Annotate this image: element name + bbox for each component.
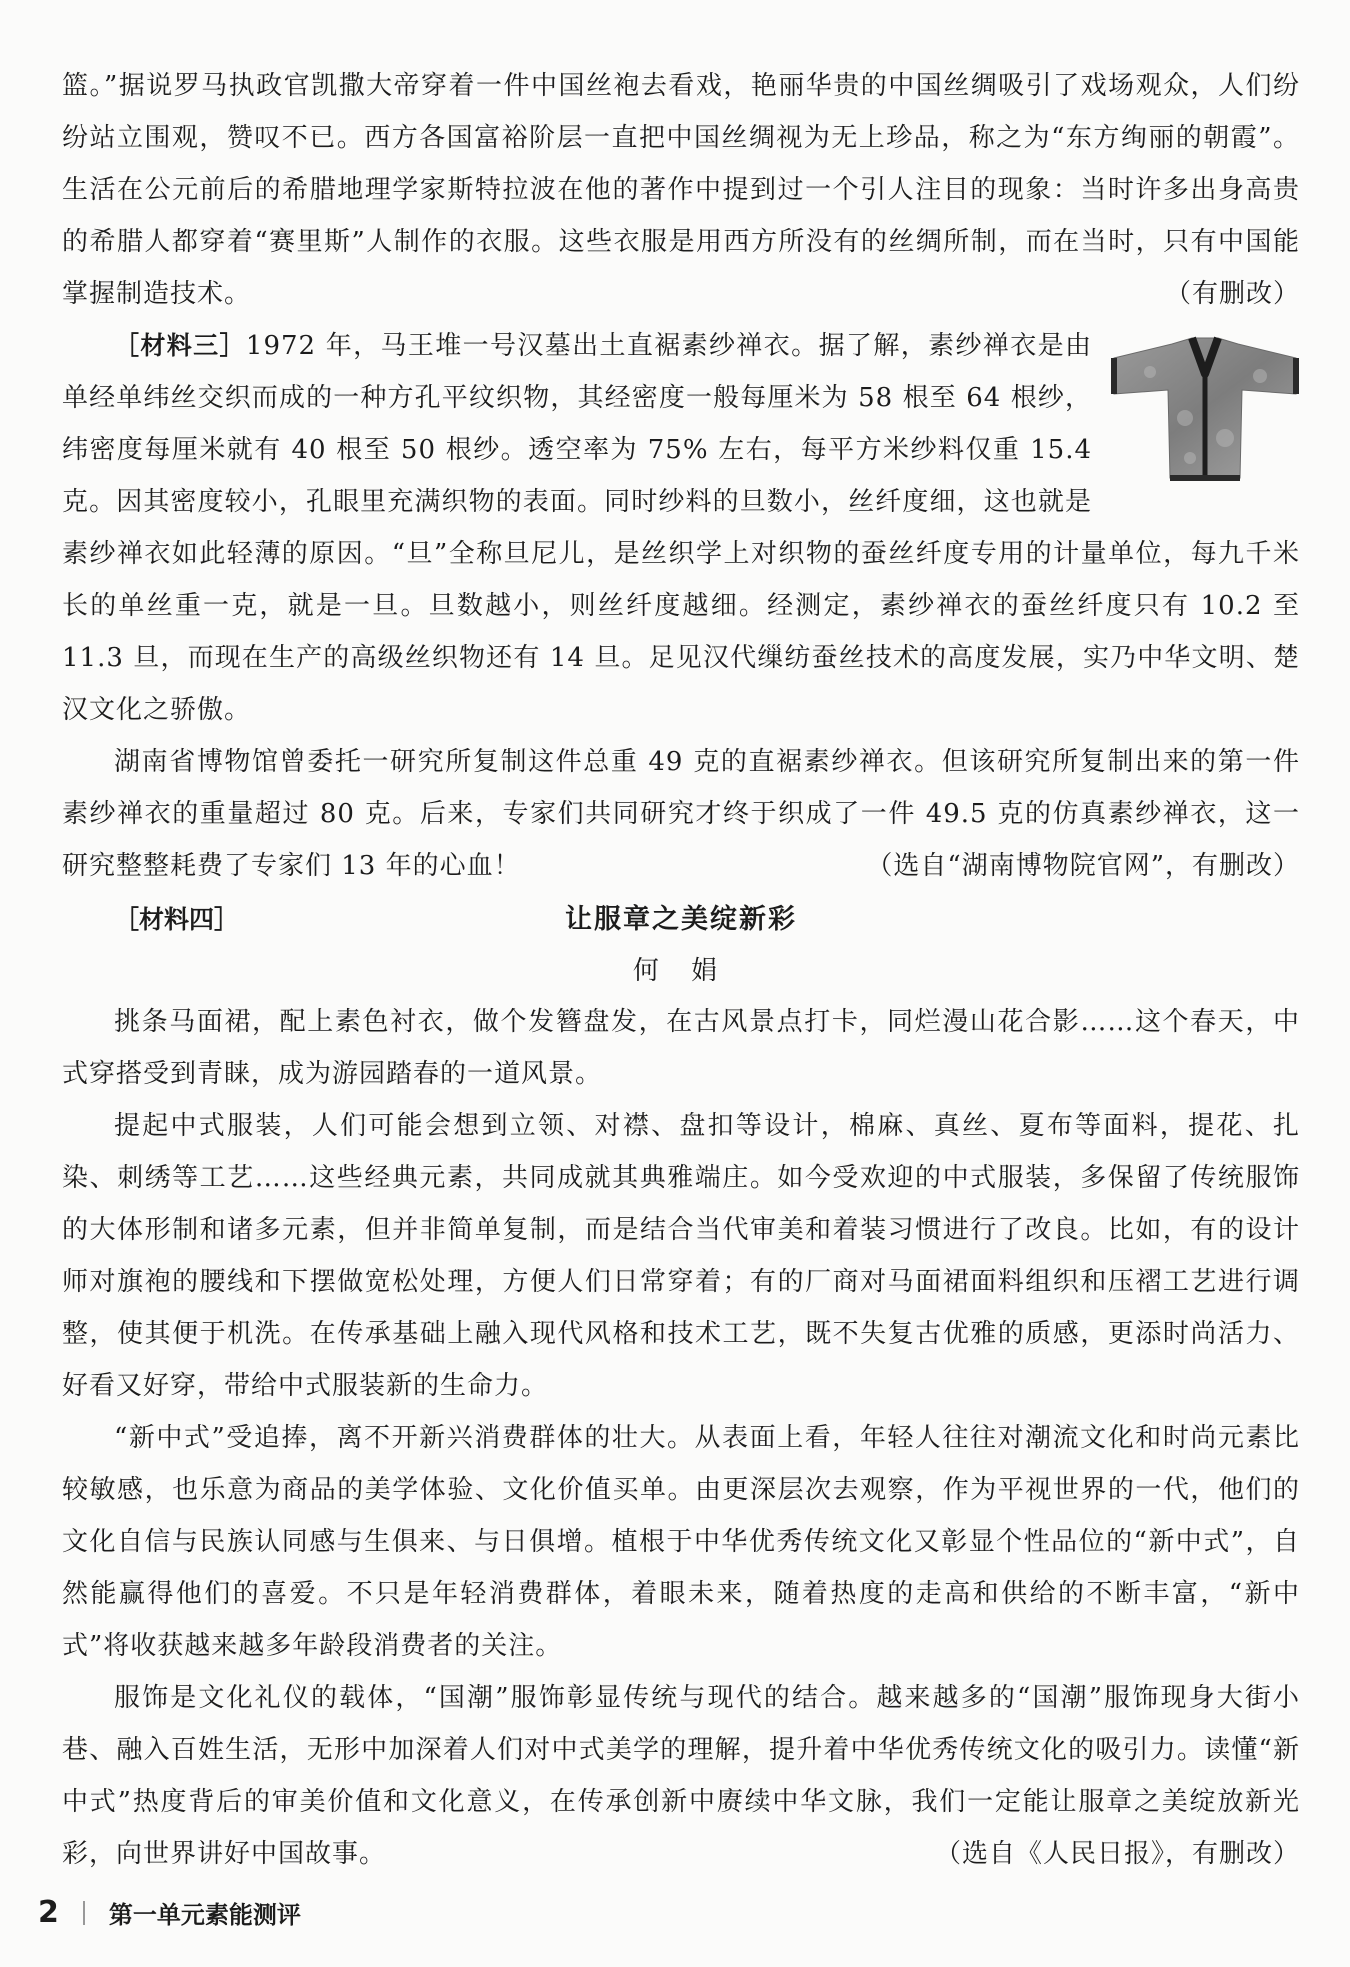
paragraph-material-4-4: 服饰是文化礼仪的载体，“国潮”服饰彰显传统与现代的结合。越来越多的“国潮”服饰现身大街小巷、融入百姓生活，无形中加深着人们对中式美学的理解，提升着中华优秀传统文化的吸引力。读懂“新中式”热度背后的审美价值和文化意义，在传承创新中赓续中华文脉，我们一定能让服章之美绽放新光彩，向世界讲好中国故事。 — [62, 1683, 1300, 1869]
article-title: 让服章之美绽新彩 — [565, 904, 797, 935]
paragraph-material-4-2: 提起中式服装，人们可能会想到立领、对襟、盘扣等设计，棉麻、真丝、夏布等面料，提花、扎染、刺绣等工艺……这些经典元素，共同成就其典雅端庄。如今受欢迎的中式服装，多保留了传统服饰的大体形制和诸多元素，但并非简单复制，而是结合当代审美和着装习惯进行了改良。比如，有的设计师对旗袍的腰线和下摆做宽松处理，方便人们日常穿着；有的厂商对马面裙面料组织和压褶工艺进行调整，使其便于机洗。在传承基础上融入现代风格和技术工艺，既不失复古优雅的质感，更添时尚活力、好看又好穿，带给中式服装新的生命力。 — [62, 1111, 1300, 1401]
source-note: （有删改） — [1164, 279, 1300, 309]
section-title: 第一单元素能测评 — [108, 1901, 301, 1929]
paragraph-text: 篮。”据说罗马执政官凯撒大帝穿着一件中国丝袍去看戏，艳丽华贵的中国丝绸吸引了戏场观众，人们纷纷站立围观，赞叹不已。西方各国富裕阶层一直把中国丝绸视为无上珍品，称之为“东方绚丽的朝霞”。生活在公元前后的希腊地理学家斯特拉波在他的著作中提到过一个引人注目的现象：当时许多出身高贵的希腊人都穿着“赛里斯”人制作的衣服。这些衣服是用西方所没有的丝绸所制，而在当时，只有中国能掌握制造技术。 — [62, 71, 1300, 309]
material-4 — [62, 894, 1300, 1880]
robe-photo — [1110, 328, 1300, 486]
page-number: 2 — [38, 1895, 59, 1930]
paragraph-text: 1972 年，马王堆一号汉墓出土直裾素纱禅衣。据了解，素纱禅衣是由单经单纬丝交织而成的一种方孔平纹织物，其经密度一般每厘米为 58 根至 64 根纱，纬密度每厘米就有 40 根至 50 根纱。透空率为 75% 左右，每平方米纱料仅重 15.4 克。因其密度较小，孔眼里充满织物的表面。同时纱料的旦数小，丝纤度细，这也就是素纱禅衣如此轻薄的原因。“旦”全称旦尼儿，是丝织学上对织物的蚕丝纤度专用的计量单位，每九千米长的单丝重一克，就是一旦。旦数越小，则丝纤度越细。经测定，素纱禅衣的蚕丝纤度只有 10.2 至 11.3 旦，而现在生产的高级丝织物还有 14 旦。足见汉代缫纺蚕丝技术的高度发展，实乃中华文明、楚汉文化之骄傲。 — [62, 331, 1300, 725]
paragraph-material-4-1: 挑条马面裙，配上素色衬衣，做个发簪盘发，在古风景点打卡，同烂漫山花合影……这个春天，中式穿搭受到青睐，成为游园踏春的一道风景。 — [62, 1007, 1300, 1089]
page-footer — [38, 1895, 301, 1930]
material-3-label: ［材料三］ — [114, 331, 246, 360]
material-4-label: ［材料四］ — [114, 905, 240, 934]
material-3 — [62, 320, 1300, 892]
material-4-heading — [62, 894, 1300, 946]
paragraph-text: 湖南省博物馆曾委托一研究所复制这件总重 49 克的直裾素纱禅衣。但该研究所复制出来的第一件素纱禅衣的重量超过 80 克。后来，专家们共同研究才终于织成了一件 49.5 克的仿真素纱禅衣，这一研究整整耗费了专家们 13 年的心血！ — [62, 747, 1300, 881]
article-author: 何 娟 — [632, 956, 730, 986]
footer-divider — [83, 1901, 85, 1925]
paragraph-material-4-3: “新中式”受追捧，离不开新兴消费群体的壮大。从表面上看，年轻人往往对潮流文化和时尚元素比较敏感，也乐意为商品的美学体验、文化价值买单。由更深层次去观察，作为平视世界的一代，他们的文化自信与民族认同感与生俱来、与日俱增。植根于中华优秀传统文化又彰显个性品位的“新中式”，自然能赢得他们的喜爱。不只是年轻消费群体，着眼未来，随着热度的走高和供给的不断丰富，“新中式”将收获越来越多年龄段消费者的关注。 — [62, 1423, 1300, 1661]
source-note: （选自“湖南博物院官网”，有删改） — [866, 851, 1300, 881]
source-note: （选自《人民日报》，有删改） — [934, 1839, 1300, 1869]
